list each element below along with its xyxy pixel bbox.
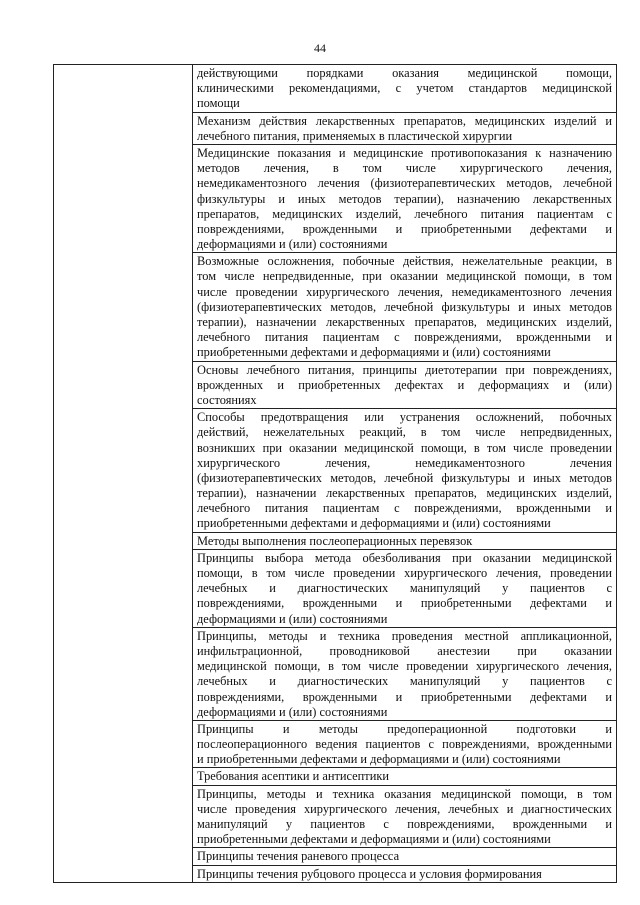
text-cell	[193, 627, 617, 720]
text-line: послеоперационного ведения пациентов с повреждениями, врожденными	[197, 737, 612, 752]
text-line: повреждениями, врожденными и приобретенными дефектами и	[197, 689, 612, 704]
text-line: лечебных и диагностических манипуляций у пациентов с	[197, 581, 612, 596]
text-line: приобретенными дефектами и деформациями и (или) состояниями	[197, 832, 551, 847]
text-line: действий, нежелательных реакций, в том числе непредвиденных,	[197, 425, 612, 440]
left-column-cell	[54, 65, 193, 883]
text-line: физкультуры и иных методов терапии), назначению лекарственных	[197, 191, 612, 206]
text-line: помощи	[197, 96, 240, 111]
text-line: (физиотерапевтических методов, лечебной физкультуры и иных методов	[197, 299, 612, 314]
text-line: лечебного питания, применяемых в пластической хирургии	[197, 128, 513, 143]
text-line: возникших при оказании медицинской помощи, в том числе проведении	[197, 440, 612, 455]
text-line: повреждениями, врожденными и приобретенными дефектами и	[197, 221, 612, 236]
text-line: деформациями и (или) состояниями	[197, 611, 388, 626]
text-line: лечебного питания пациентам с повреждениями, врожденными и	[197, 501, 612, 516]
text-line: Принципы выбора метода обезболивания при оказании медицинской	[197, 550, 612, 565]
text-line: инфильтрационной, проводниковой анестезии при оказании	[197, 643, 612, 658]
text-line: приобретенными дефектами и деформациями и (или) состояниями	[197, 516, 551, 531]
text-line: Принципы, методы и техника оказания медицинской помощи, в том	[197, 786, 612, 801]
text-line: лечебного питания пациентам с повреждениями, врожденными и	[197, 330, 612, 345]
text-line: деформациями и (или) состояниями	[197, 704, 388, 719]
text-line: состояниях	[197, 392, 257, 407]
text-line: и приобретенными дефектами и деформациями и (или) состояниями	[197, 752, 561, 767]
text-line: Медицинские показания и медицинские противопоказания к назначению	[197, 145, 612, 160]
text-line: Принципы течения рубцового процесса и условия формирования	[197, 866, 542, 881]
text-line: числе проведении хирургического лечения, немедикаментозного лечения	[197, 284, 612, 299]
text-line: Принципы, методы и техника проведения местной аппликационной,	[197, 628, 612, 643]
text-line: действующими порядками оказания медицинской помощи,	[197, 66, 612, 80]
text-line: Механизм действия лекарственных препаратов, медицинских изделий и	[197, 113, 612, 128]
text-line: Принципы течения раневого процесса	[197, 849, 400, 864]
text-line: Методы выполнения послеоперационных перевязок	[197, 533, 473, 548]
text-line: лечебных и диагностических манипуляций у пациентов с	[197, 674, 612, 689]
competency-table	[53, 64, 617, 883]
text-line: (физиотерапевтических методов, лечебной физкультуры и иных методов	[197, 470, 612, 485]
text-cell	[193, 253, 617, 361]
text-line: Возможные осложнения, побочные действия, нежелательные реакции, в	[197, 254, 612, 269]
text-cell	[193, 785, 617, 848]
text-cell	[193, 865, 617, 882]
text-line: медицинской помощи, в том числе проведении хирургического лечения,	[197, 659, 612, 674]
text-cell	[193, 112, 617, 144]
text-line: Способы предотвращения или устранения осложнений, побочных	[197, 410, 612, 425]
text-line: терапии), назначении лекарственных препаратов, медицинских изделий,	[197, 315, 612, 329]
text-cell	[193, 720, 617, 768]
text-line: приобретенными дефектами и деформациями и (или) состояниями	[197, 345, 551, 360]
text-line: Принципы и методы предоперационной подготовки и	[197, 721, 612, 736]
text-cell	[193, 361, 617, 409]
text-line: препаратов, медицинских изделий, лечебного питания пациентам с	[197, 206, 612, 221]
text-line: хирургического лечения, немедикаментозного лечения	[197, 455, 612, 470]
table-body	[54, 65, 617, 883]
text-line: Требования асептики и антисептики	[197, 769, 389, 784]
text-cell	[193, 768, 617, 785]
text-cell	[193, 409, 617, 533]
text-line: терапии), назначении лекарственных препаратов, медицинских изделий,	[197, 486, 612, 501]
text-cell	[193, 65, 617, 113]
text-line: повреждениями, врожденными и приобретенными дефектами и	[197, 596, 612, 611]
text-line: помощи, в том числе проведении хирургического лечения, проведении	[197, 566, 612, 580]
page-number: 44	[314, 41, 326, 55]
text-line: числе проведения хирургического лечения, лечебных и диагностических	[197, 801, 612, 816]
text-line: врожденных и приобретенных дефектах и деформациях и (или)	[197, 377, 612, 392]
text-cell	[193, 848, 617, 865]
text-cell	[193, 549, 617, 627]
table-row	[54, 65, 617, 113]
text-line: том числе непредвиденные, при оказании медицинской помощи, в том	[197, 269, 612, 284]
text-line: немедикаментозного лечения (физиотерапевтических методов, лечебной	[197, 176, 612, 191]
text-line: Основы лечебного питания, принципы диетотерапии при повреждениях,	[197, 362, 612, 377]
text-cell	[193, 532, 617, 549]
text-line: методов лечения, в том числе хирургического лечения,	[197, 161, 612, 176]
text-line: деформациями и (или) состояниями	[197, 237, 388, 252]
text-line: клиническими рекомендациями, с учетом стандартов медицинской	[197, 81, 612, 96]
text-cell	[193, 144, 617, 252]
text-line: манипуляций у пациентов с повреждениями, врожденными и	[197, 817, 612, 831]
